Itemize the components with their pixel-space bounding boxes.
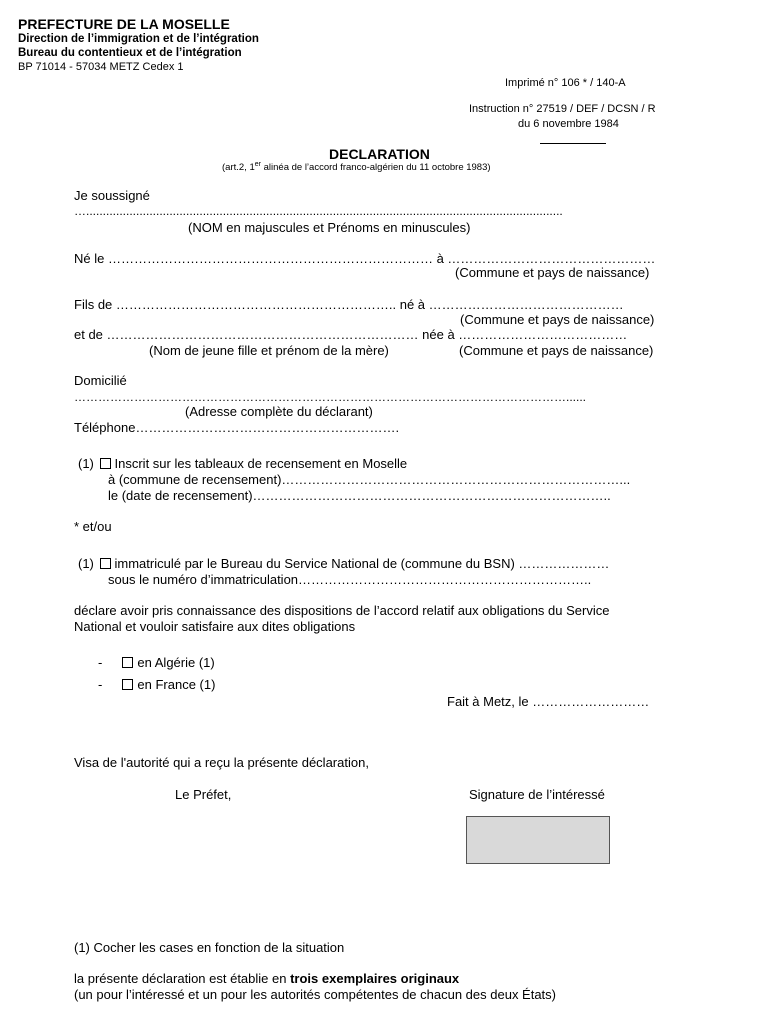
et-ou: * et/ou bbox=[74, 519, 112, 534]
declare-line-2: National et vouloir satisfaire aux dites obligations bbox=[74, 619, 356, 634]
france-checkbox[interactable] bbox=[122, 679, 133, 690]
mother-name-hint: (Nom de jeune fille et prénom de la mère) bbox=[149, 343, 389, 358]
declare-line-1: déclare avoir pris connaissance des dispositions de l’accord relatif aux obligations du Service bbox=[74, 603, 610, 618]
recensement-line: (1) Inscrit sur les tableaux de recensement en Moselle bbox=[78, 456, 408, 471]
declaration-subtitle: (art.2, 1er alinéa de l’accord franco-algérien du 11 octobre 1983) bbox=[222, 161, 491, 174]
telephone-field[interactable]: Téléphone……………………………………………………. bbox=[74, 420, 400, 435]
nom-hint: (NOM en majuscules et Prénoms en minuscules) bbox=[188, 220, 471, 235]
adresse-hint: (Adresse complète du déclarant) bbox=[185, 404, 373, 419]
soussigne-field[interactable]: …............................................................................................................................................... bbox=[74, 204, 563, 218]
address-line: BP 71014 - 57034 METZ Cedex 1 bbox=[18, 61, 184, 73]
declaration-title: DECLARATION bbox=[329, 146, 430, 162]
option-france: - en France (1) bbox=[98, 677, 216, 692]
exemplaires-detail: (un pour l’intéressé et un pour les autorités compétentes de chacun des deux États) bbox=[74, 987, 557, 1002]
recensement-date-field[interactable]: le (date de recensement)……………………………………………………………………….. bbox=[108, 488, 611, 503]
reference-underline bbox=[540, 143, 606, 144]
direction-line: Direction de l’immigration et de l’intégration bbox=[18, 33, 259, 45]
father-field[interactable]: Fils de ……………………………………………………….. né à ……………………………………… bbox=[74, 297, 624, 312]
domicile-field[interactable]: ……………………………………………………………………………………………………………...... bbox=[74, 390, 587, 404]
algerie-checkbox[interactable] bbox=[122, 657, 133, 668]
recensement-checkbox[interactable] bbox=[100, 458, 111, 469]
visa-line: Visa de l'autorité qui a reçu la présente déclaration, bbox=[74, 755, 369, 770]
instruction-date: du 6 novembre 1984 bbox=[518, 118, 619, 130]
bsn-number-field[interactable]: sous le numéro d’immatriculation………………………………………………………….. bbox=[108, 572, 592, 587]
bureau-line: Bureau du contentieux et de l’intégration bbox=[18, 47, 242, 59]
bsn-line: (1) immatriculé par le Bureau du Service National de (commune du BSN) ………………… bbox=[78, 556, 610, 571]
instruction-ref: Instruction n° 27519 / DEF / DCSN / R bbox=[469, 103, 656, 115]
birth-field[interactable]: Né le ………………………………………………………………… à ………………………………………… bbox=[74, 251, 656, 266]
prefet-label: Le Préfet, bbox=[175, 787, 232, 802]
domicile-label: Domicilié bbox=[74, 373, 127, 388]
bsn-checkbox[interactable] bbox=[100, 558, 111, 569]
footnote: (1) Cocher les cases en fonction de la situation bbox=[74, 940, 345, 955]
signature-label: Signature de l’intéressé bbox=[469, 787, 605, 802]
option-algerie: - en Algérie (1) bbox=[98, 655, 215, 670]
recensement-commune-field[interactable]: à (commune de recensement)……………………………………………………………………... bbox=[108, 472, 631, 487]
mother-birth-hint: (Commune et pays de naissance) bbox=[459, 343, 654, 358]
exemplaires-line: la présente déclaration est établie en trois exemplaires originaux bbox=[74, 971, 460, 986]
fait-a-field[interactable]: Fait à Metz, le ……………………… bbox=[447, 694, 650, 709]
prefecture-title: PREFECTURE DE LA MOSELLE bbox=[18, 16, 230, 32]
birth-place-hint: (Commune et pays de naissance) bbox=[455, 265, 650, 280]
soussigne-label: Je soussigné bbox=[74, 188, 150, 203]
imprime-ref: Imprimé n° 106 * / 140-A bbox=[505, 77, 626, 89]
signature-box[interactable] bbox=[466, 816, 610, 864]
mother-field[interactable]: et de ……………………………………………………………… née à ………………………………… bbox=[74, 327, 628, 342]
father-birth-hint: (Commune et pays de naissance) bbox=[460, 312, 655, 327]
